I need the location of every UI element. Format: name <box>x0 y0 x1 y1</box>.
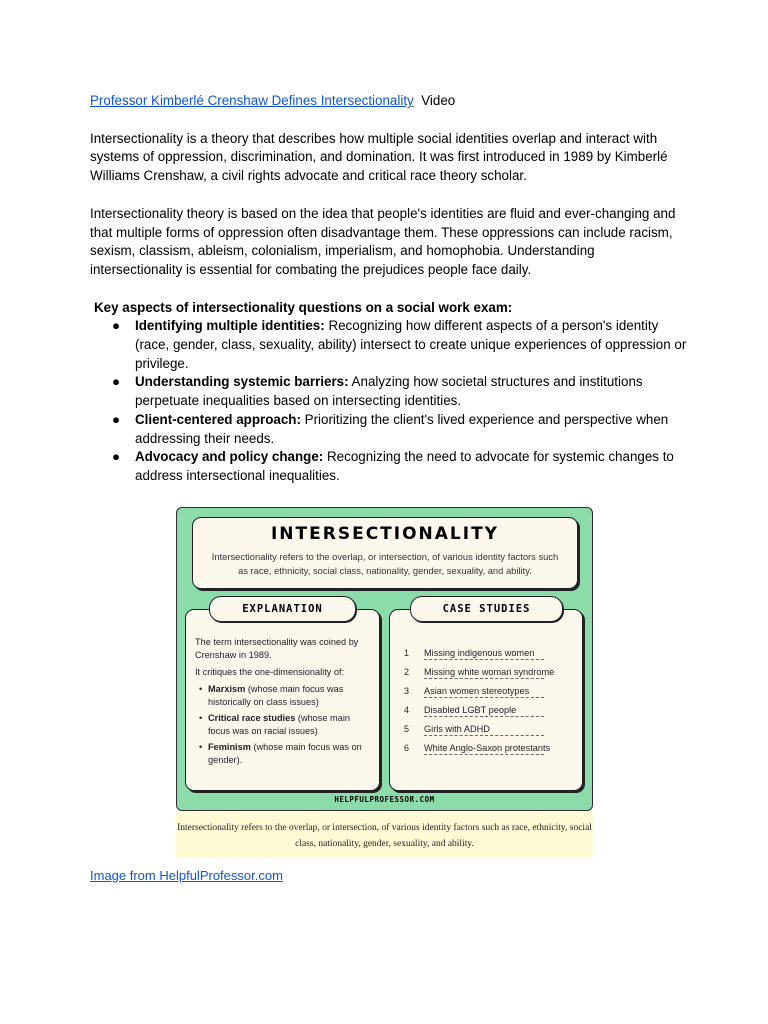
list-item <box>404 724 564 743</box>
list-item-bold: Critical race studies <box>208 713 296 723</box>
case-studies-list <box>404 648 564 762</box>
list-item-text: (whose main focus was historically on class issues) <box>208 684 344 707</box>
case-text: Girls with ADHD <box>424 724 544 736</box>
explanation-content <box>195 636 373 770</box>
title-card <box>192 517 578 589</box>
list-item <box>404 686 564 705</box>
document-body <box>90 92 690 486</box>
list-item <box>195 683 373 709</box>
list-item-bold: Identifying multiple identities: <box>135 318 325 334</box>
list-item <box>404 743 564 762</box>
explanation-line-1: The term intersectionality was coined by Crenshaw in 1989. <box>195 637 359 660</box>
list-item <box>404 648 564 667</box>
infographic-subtitle: Intersectionality refers to the overlap, or intersection, of various identity factors such as race, ethnicity, social class, nationality, gender, sexuality, and ability. <box>211 551 559 576</box>
list-item-text: Analyzing how societal structures and institutions perpetuate inequalities based on intersecting identities. <box>135 374 643 409</box>
paragraph-1: Intersectionality is a theory that describes how multiple social identities overlap and interact with systems of oppression, discrimination, and domination. It was first introduced in 1989 by Kimberlé Williams Crenshaw, a civil rights advocate and critical race theory scholar. <box>90 130 668 184</box>
list-item <box>404 667 564 686</box>
list-item-bold: Client-centered approach: <box>135 411 301 427</box>
infographic-title: INTERSECTIONALITY <box>270 524 499 544</box>
intro-suffix: Video <box>421 93 456 108</box>
image-credit-link[interactable]: Image from HelpfulProfessor.com <box>90 868 283 883</box>
case-text: Asian women stereotypes <box>424 686 544 698</box>
case-number: 1 <box>404 648 410 658</box>
list-item-text: (whose main focus was on gender). <box>208 742 362 765</box>
list-item-bold: Understanding systemic barriers: <box>135 374 349 390</box>
intro-line <box>90 92 690 111</box>
crenshaw-video-link[interactable]: Professor Kimberlé Crenshaw Defines Intersectionality <box>90 93 414 108</box>
explanation-card <box>185 609 380 791</box>
bullet-icon: ● <box>112 318 121 334</box>
bullet-icon: ● <box>112 449 121 465</box>
infographic-background <box>176 507 593 811</box>
bullet-icon: ● <box>112 374 121 390</box>
list-item <box>195 712 373 738</box>
list-item <box>404 705 564 724</box>
list-item-text: Prioritizing the client's lived experience and perspective when addressing their needs. <box>135 411 669 446</box>
credit-line <box>90 868 283 883</box>
list-item <box>90 411 690 448</box>
list-item-bold: Feminism <box>208 742 251 752</box>
list-item-text: Recognizing the need to advocate for systemic changes to address intersectional inequalities. <box>135 449 674 483</box>
paragraph-2: Intersectionality theory is based on the idea that people's identities are fluid and ever-changing and that multiple forms of oppression often disadvantage them. These oppressions can include racism, sexism, classism, ableism, colonialism, imperialism, and homophobia. Understanding intersectionality is essential for combating the prejudices people face daily. <box>90 205 676 277</box>
intersectionality-infographic <box>176 507 593 858</box>
key-aspects-heading: Key aspects of intersectionality questions on a social work exam: <box>94 299 513 315</box>
explanation-list <box>195 683 373 767</box>
case-text: White Anglo-Saxon protestants <box>424 743 551 753</box>
infographic-caption: Intersectionality refers to the overlap, or intersection, of various identity factors such as race, ethnicity, social class, nationality, gender, sexuality, and ability. <box>176 812 593 858</box>
case-studies-card <box>389 609 583 791</box>
case-number: 5 <box>404 724 410 734</box>
case-text: Disabled LGBT people <box>424 705 544 717</box>
case-text: Missing white woman syndrome <box>424 667 555 677</box>
case-number: 3 <box>404 686 410 696</box>
bullet-icon: ● <box>112 411 121 427</box>
case-studies-label: CASE STUDIES <box>410 596 563 622</box>
case-number: 2 <box>404 667 410 677</box>
case-number: 4 <box>404 705 410 715</box>
list-item <box>90 317 690 373</box>
key-aspects-list <box>90 317 690 485</box>
list-item-text: (whose main focus was on racial issues) <box>208 713 350 736</box>
case-text: Missing indigenous women <box>424 648 544 660</box>
infographic-url: HELPFULPROFESSOR.COM <box>334 795 435 804</box>
list-item <box>90 373 690 410</box>
explanation-line-2: It critiques the one-dimensionality of: <box>195 667 345 677</box>
explanation-label: EXPLANATION <box>209 596 356 622</box>
list-item <box>195 741 373 767</box>
list-item-bold: Advocacy and policy change: <box>135 449 324 465</box>
list-item-bold: Marxism <box>208 684 246 694</box>
case-number: 6 <box>404 743 410 753</box>
list-item-text: Recognizing how different aspects of a person's identity (race, gender, class, sexuality, ability) intersect to create unique experiences of oppression or privilege. <box>135 318 687 371</box>
list-item <box>90 448 690 485</box>
